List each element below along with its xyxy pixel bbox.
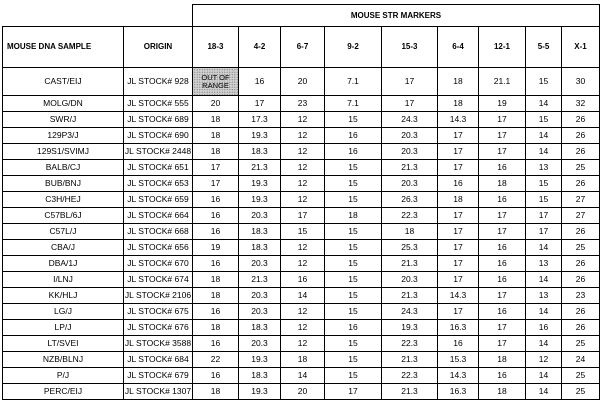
marker-value-cell: 15	[526, 112, 562, 128]
header-spacer	[3, 5, 193, 27]
marker-value-cell: 12	[281, 240, 325, 256]
table-row	[3, 192, 600, 208]
marker-value-cell: 23	[281, 96, 325, 112]
marker-value-cell: 21.3	[382, 352, 438, 368]
marker-value-cell: 12	[526, 352, 562, 368]
marker-value-cell: 12	[281, 304, 325, 320]
origin-cell: JL STOCK# 2106	[124, 288, 193, 304]
marker-column-header: 6-7	[281, 27, 325, 68]
marker-value-cell: 20.3	[382, 144, 438, 160]
marker-value-cell: 18.3	[239, 320, 281, 336]
table-row	[3, 208, 600, 224]
marker-value-cell: 20.3	[382, 176, 438, 192]
marker-value-cell: 16	[479, 256, 526, 272]
marker-value-cell: 26	[562, 128, 600, 144]
marker-value-cell: 19.3	[239, 384, 281, 400]
table-row	[3, 96, 600, 112]
marker-value-cell: 24	[562, 352, 600, 368]
marker-value-cell: 19	[193, 240, 239, 256]
marker-value-cell: 18.3	[239, 224, 281, 240]
marker-value-cell: 26	[562, 176, 600, 192]
marker-value-cell: 17	[382, 68, 438, 96]
sample-cell: NZB/BLNJ	[3, 352, 124, 368]
marker-value-cell: 12	[281, 176, 325, 192]
marker-value-cell: 20	[281, 384, 325, 400]
marker-value-cell: 26	[562, 112, 600, 128]
marker-value-cell: 15	[281, 224, 325, 240]
marker-value-cell: 17	[382, 96, 438, 112]
marker-column-header: 12-1	[479, 27, 526, 68]
marker-value-cell: 12	[281, 256, 325, 272]
marker-value-cell: 17	[526, 224, 562, 240]
table-row	[3, 128, 600, 144]
marker-value-cell: 20.3	[239, 288, 281, 304]
marker-value-cell: 15	[325, 288, 382, 304]
marker-value-cell: 19	[479, 96, 526, 112]
marker-value-cell: 21.3	[382, 288, 438, 304]
marker-value-cell: 16.3	[438, 384, 479, 400]
marker-column-header: X-1	[562, 27, 600, 68]
marker-value-cell: 16	[193, 336, 239, 352]
marker-value-cell: 18	[193, 144, 239, 160]
marker-value-cell: 18.3	[239, 240, 281, 256]
marker-value-cell: 25.3	[382, 240, 438, 256]
marker-value-cell: 16	[193, 208, 239, 224]
origin-cell: JL STOCK# 3588	[124, 336, 193, 352]
marker-value-cell: 16	[479, 192, 526, 208]
marker-value-cell: 14	[526, 96, 562, 112]
mouse-str-table	[2, 4, 600, 400]
marker-value-cell: 16.3	[438, 320, 479, 336]
marker-value-cell: 16	[193, 368, 239, 384]
marker-value-cell: 24.3	[382, 304, 438, 320]
marker-column-header: 4-2	[239, 27, 281, 68]
marker-value-cell: 18	[438, 192, 479, 208]
marker-value-cell: 19.3	[239, 176, 281, 192]
marker-value-cell: 18.3	[239, 368, 281, 384]
marker-value-cell: 19.3	[239, 128, 281, 144]
out-of-range-cell: OUT OF RANGE	[193, 68, 239, 96]
marker-value-cell: 17	[193, 176, 239, 192]
sample-cell: DBA/1J	[3, 256, 124, 272]
marker-value-cell: 12	[281, 112, 325, 128]
origin-cell: JL STOCK# 670	[124, 256, 193, 272]
marker-value-cell: 18	[193, 128, 239, 144]
marker-value-cell: 14.3	[438, 112, 479, 128]
marker-value-cell: 14	[526, 272, 562, 288]
marker-value-cell: 14	[526, 144, 562, 160]
origin-cell: JL STOCK# 675	[124, 304, 193, 320]
marker-value-cell: 15	[526, 176, 562, 192]
marker-value-cell: 16	[479, 368, 526, 384]
marker-value-cell: 20.3	[239, 256, 281, 272]
marker-value-cell: 17	[438, 128, 479, 144]
origin-cell: JL STOCK# 2448	[124, 144, 193, 160]
marker-value-cell: 17.3	[239, 112, 281, 128]
origin-column-header: ORIGIN	[124, 27, 193, 68]
marker-value-cell: 15	[325, 352, 382, 368]
marker-value-cell: 26	[562, 304, 600, 320]
marker-value-cell: 15	[325, 304, 382, 320]
marker-value-cell: 17	[479, 128, 526, 144]
marker-value-cell: 17	[438, 272, 479, 288]
marker-value-cell: 17	[526, 208, 562, 224]
marker-value-cell: 18	[193, 288, 239, 304]
sample-column-header: MOUSE DNA SAMPLE	[3, 27, 124, 68]
sample-cell: LG/J	[3, 304, 124, 320]
marker-value-cell: 26	[562, 256, 600, 272]
origin-cell: JL STOCK# 555	[124, 96, 193, 112]
marker-value-cell: 16	[438, 176, 479, 192]
table-row	[3, 256, 600, 272]
table-row	[3, 336, 600, 352]
table-row	[3, 352, 600, 368]
marker-value-cell: 32	[562, 96, 600, 112]
marker-value-cell: 17	[438, 256, 479, 272]
marker-value-cell: 27	[562, 192, 600, 208]
marker-value-cell: 14	[526, 128, 562, 144]
column-header-row	[3, 27, 600, 68]
marker-value-cell: 23	[562, 288, 600, 304]
marker-value-cell: 16	[325, 144, 382, 160]
origin-cell: JL STOCK# 684	[124, 352, 193, 368]
marker-value-cell: 17	[438, 160, 479, 176]
marker-value-cell: 18	[193, 272, 239, 288]
marker-value-cell: 16	[239, 68, 281, 96]
marker-value-cell: 14.3	[438, 288, 479, 304]
origin-cell: JL STOCK# 651	[124, 160, 193, 176]
marker-value-cell: 17	[479, 320, 526, 336]
marker-column-header: 6-4	[438, 27, 479, 68]
marker-value-cell: 16	[193, 304, 239, 320]
sample-cell: C3H/HEJ	[3, 192, 124, 208]
marker-value-cell: 15	[325, 368, 382, 384]
marker-value-cell: 19.3	[239, 192, 281, 208]
marker-value-cell: 20.3	[382, 128, 438, 144]
marker-value-cell: 17	[479, 112, 526, 128]
marker-value-cell: 18	[193, 112, 239, 128]
marker-value-cell: 30	[562, 68, 600, 96]
table-row	[3, 224, 600, 240]
sample-cell: C57BL/6J	[3, 208, 124, 224]
marker-value-cell: 14	[526, 304, 562, 320]
marker-value-cell: 16	[479, 272, 526, 288]
marker-value-cell: 25	[562, 384, 600, 400]
origin-cell: JL STOCK# 668	[124, 224, 193, 240]
marker-value-cell: 15	[325, 272, 382, 288]
sample-cell: LP/J	[3, 320, 124, 336]
marker-value-cell: 25	[562, 160, 600, 176]
marker-value-cell: 17	[438, 304, 479, 320]
marker-value-cell: 14	[526, 368, 562, 384]
marker-value-cell: 16	[193, 192, 239, 208]
marker-value-cell: 17	[438, 224, 479, 240]
marker-value-cell: 20.3	[239, 336, 281, 352]
sample-cell: P/J	[3, 368, 124, 384]
marker-value-cell: 18	[325, 208, 382, 224]
marker-value-cell: 25	[562, 240, 600, 256]
sample-cell: MOLG/DN	[3, 96, 124, 112]
group-header: MOUSE STR MARKERS	[193, 5, 600, 27]
marker-value-cell: 15	[325, 224, 382, 240]
marker-value-cell: 17	[281, 208, 325, 224]
table-row	[3, 272, 600, 288]
marker-value-cell: 7.1	[325, 96, 382, 112]
sample-cell: SWR/J	[3, 112, 124, 128]
marker-value-cell: 16	[193, 256, 239, 272]
marker-value-cell: 14	[526, 240, 562, 256]
marker-value-cell: 17	[438, 240, 479, 256]
sample-cell: 129P3/J	[3, 128, 124, 144]
marker-value-cell: 17	[479, 224, 526, 240]
table-row	[3, 240, 600, 256]
marker-value-cell: 16	[479, 160, 526, 176]
marker-value-cell: 18	[438, 68, 479, 96]
marker-value-cell: 7.1	[325, 68, 382, 96]
marker-value-cell: 15	[325, 176, 382, 192]
sample-cell: CAST/EIJ	[3, 68, 124, 96]
marker-value-cell: 18	[382, 224, 438, 240]
marker-value-cell: 18	[479, 384, 526, 400]
marker-value-cell: 12	[281, 144, 325, 160]
origin-cell: JL STOCK# 659	[124, 192, 193, 208]
marker-value-cell: 19.3	[382, 320, 438, 336]
marker-value-cell: 25	[562, 368, 600, 384]
origin-cell: JL STOCK# 656	[124, 240, 193, 256]
origin-cell: JL STOCK# 679	[124, 368, 193, 384]
marker-value-cell: 18	[479, 352, 526, 368]
marker-value-cell: 16	[325, 128, 382, 144]
marker-value-cell: 17	[479, 208, 526, 224]
marker-value-cell: 17	[479, 336, 526, 352]
marker-value-cell: 22.3	[382, 336, 438, 352]
marker-value-cell: 20.3	[239, 208, 281, 224]
marker-value-cell: 13	[526, 288, 562, 304]
marker-value-cell: 18	[479, 176, 526, 192]
table-body	[3, 68, 600, 400]
marker-value-cell: 15	[325, 192, 382, 208]
marker-column-header: 5-5	[526, 27, 562, 68]
marker-value-cell: 17	[479, 144, 526, 160]
sample-cell: KK/HLJ	[3, 288, 124, 304]
marker-value-cell: 13	[526, 160, 562, 176]
marker-value-cell: 13	[526, 256, 562, 272]
marker-value-cell: 16	[325, 320, 382, 336]
marker-value-cell: 21.3	[382, 256, 438, 272]
marker-value-cell: 15	[325, 240, 382, 256]
marker-value-cell: 26	[562, 272, 600, 288]
origin-cell: JL STOCK# 690	[124, 128, 193, 144]
marker-value-cell: 18	[193, 384, 239, 400]
table-row	[3, 304, 600, 320]
marker-value-cell: 15	[526, 68, 562, 96]
marker-value-cell: 21.3	[382, 384, 438, 400]
marker-value-cell: 18	[281, 352, 325, 368]
marker-value-cell: 24.3	[382, 112, 438, 128]
table-row	[3, 368, 600, 384]
sample-cell: LT/SVEI	[3, 336, 124, 352]
marker-value-cell: 18	[438, 96, 479, 112]
marker-value-cell: 17	[325, 384, 382, 400]
table-row	[3, 112, 600, 128]
str-table-container	[2, 4, 600, 400]
marker-value-cell: 16	[438, 336, 479, 352]
origin-cell: JL STOCK# 928	[124, 68, 193, 96]
marker-value-cell: 14	[526, 384, 562, 400]
marker-value-cell: 21.3	[239, 160, 281, 176]
sample-cell: BALB/CJ	[3, 160, 124, 176]
marker-value-cell: 17	[438, 208, 479, 224]
marker-value-cell: 14	[281, 368, 325, 384]
marker-value-cell: 15	[325, 336, 382, 352]
table-row	[3, 160, 600, 176]
sample-cell: BUB/BNJ	[3, 176, 124, 192]
marker-value-cell: 21.3	[239, 272, 281, 288]
marker-value-cell: 22.3	[382, 368, 438, 384]
marker-value-cell: 15	[325, 160, 382, 176]
marker-value-cell: 18.3	[239, 144, 281, 160]
marker-value-cell: 16	[281, 272, 325, 288]
marker-column-header: 15-3	[382, 27, 438, 68]
origin-cell: JL STOCK# 676	[124, 320, 193, 336]
marker-value-cell: 21.3	[382, 160, 438, 176]
marker-value-cell: 15.3	[438, 352, 479, 368]
origin-cell: JL STOCK# 653	[124, 176, 193, 192]
marker-column-header: 9-2	[325, 27, 382, 68]
marker-value-cell: 12	[281, 192, 325, 208]
table-row	[3, 68, 600, 96]
marker-value-cell: 22	[193, 352, 239, 368]
marker-value-cell: 14.3	[438, 368, 479, 384]
marker-value-cell: 17	[239, 96, 281, 112]
sample-cell: PERC/EIJ	[3, 384, 124, 400]
marker-value-cell: 12	[281, 320, 325, 336]
marker-value-cell: 20	[281, 68, 325, 96]
sample-cell: I/LNJ	[3, 272, 124, 288]
origin-cell: JL STOCK# 664	[124, 208, 193, 224]
table-row	[3, 320, 600, 336]
marker-value-cell: 17	[438, 144, 479, 160]
marker-value-cell: 15	[325, 256, 382, 272]
marker-value-cell: 20	[193, 96, 239, 112]
marker-value-cell: 17	[193, 160, 239, 176]
table-row	[3, 384, 600, 400]
marker-value-cell: 16	[526, 320, 562, 336]
marker-value-cell: 20.3	[239, 304, 281, 320]
marker-value-cell: 22.3	[382, 208, 438, 224]
marker-value-cell: 12	[281, 336, 325, 352]
marker-value-cell: 21.1	[479, 68, 526, 96]
marker-value-cell: 16	[479, 304, 526, 320]
origin-cell: JL STOCK# 1307	[124, 384, 193, 400]
marker-value-cell: 15	[526, 192, 562, 208]
marker-value-cell: 14	[281, 288, 325, 304]
marker-value-cell: 25	[562, 336, 600, 352]
origin-cell: JL STOCK# 689	[124, 112, 193, 128]
group-header-row	[3, 5, 600, 27]
marker-value-cell: 16	[193, 224, 239, 240]
marker-value-cell: 14	[526, 336, 562, 352]
marker-value-cell: 27	[562, 208, 600, 224]
marker-value-cell: 15	[325, 112, 382, 128]
marker-value-cell: 20.3	[382, 272, 438, 288]
marker-value-cell: 12	[281, 128, 325, 144]
table-row	[3, 144, 600, 160]
marker-value-cell: 19.3	[239, 352, 281, 368]
marker-value-cell: 26.3	[382, 192, 438, 208]
marker-value-cell: 18	[193, 320, 239, 336]
marker-value-cell: 26	[562, 224, 600, 240]
sample-cell: C57L/J	[3, 224, 124, 240]
sample-cell: CBA/J	[3, 240, 124, 256]
origin-cell: JL STOCK# 674	[124, 272, 193, 288]
marker-value-cell: 26	[562, 144, 600, 160]
marker-value-cell: 17	[479, 288, 526, 304]
marker-value-cell: 16	[479, 240, 526, 256]
table-row	[3, 176, 600, 192]
marker-value-cell: 12	[281, 160, 325, 176]
table-row	[3, 288, 600, 304]
sample-cell: 129S1/SVIMJ	[3, 144, 124, 160]
marker-value-cell: 26	[562, 320, 600, 336]
marker-column-header: 18-3	[193, 27, 239, 68]
